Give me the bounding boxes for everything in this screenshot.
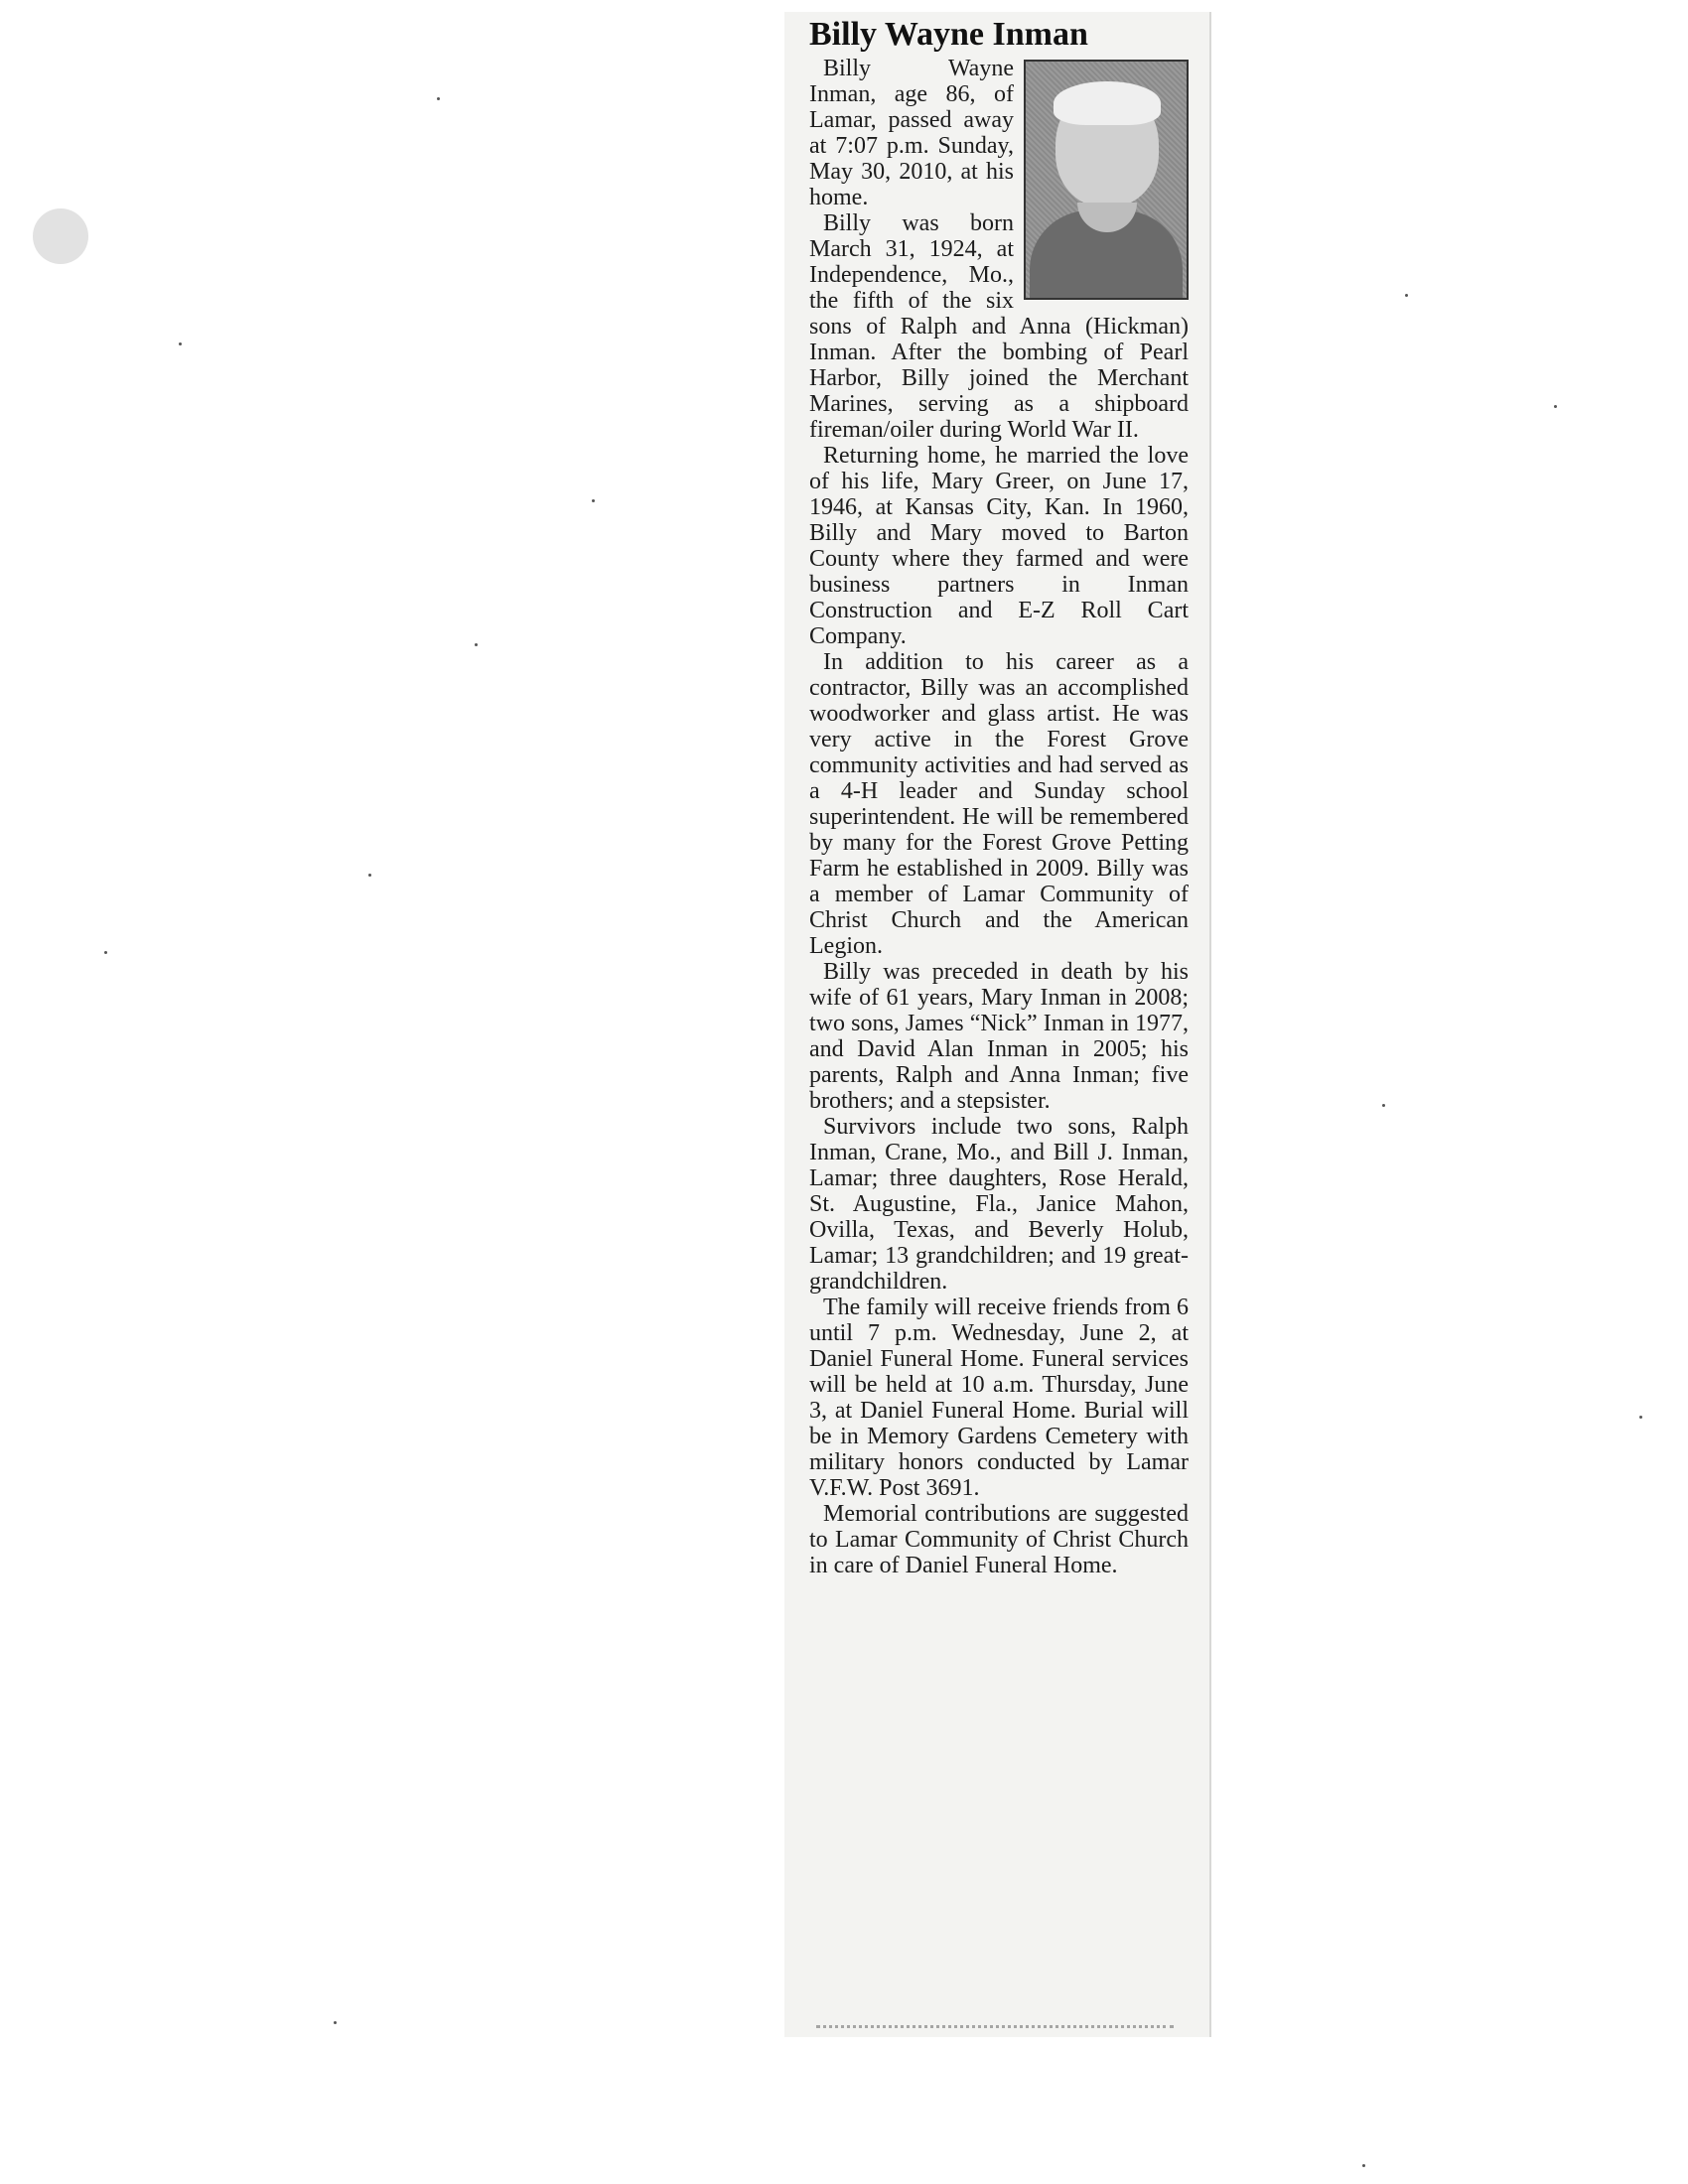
- obituary-body: [809, 56, 1189, 1578]
- obituary-paragraph: Returning home, he married the love of his life, Mary Greer, on June 17, 1946, at Kansas City, Kan. In 1960, Billy and Mary moved to Barton County where they farmed and were business partners in Inman Construction and E-Z Roll Cart Company.: [809, 443, 1189, 649]
- scan-speck: [1362, 2164, 1365, 2167]
- obituary-paragraph-text: Billy Wayne Inman, age 86, of Lamar, passed away at 7:07 p.m. Sunday, May 30, 2010, at his home.: [809, 56, 1014, 210]
- obituary-paragraph: The family will receive friends from 6 until 7 p.m. Wednesday, June 2, at Daniel Funeral Home. Funeral services will be held at 10 a.m. Thursday, June 3, at Daniel Funeral Home. Burial will be in Memory Gardens Cemetery with military honors conducted by Lamar V.F.W. Post 3691.: [809, 1295, 1189, 1501]
- cut-off-text-line: [816, 2025, 1174, 2038]
- scan-speck: [179, 342, 182, 345]
- scan-speck: [1639, 1416, 1642, 1419]
- scan-speck: [437, 97, 440, 100]
- scan-speck: [1382, 1104, 1385, 1107]
- obituary-column: [809, 14, 1189, 1578]
- obituary-paragraph: In addition to his career as a contractor, Billy was an accomplished woodworker and glass artist. He was very active in the Forest Grove community activities and had served as a 4-H leader and Sunday school superintendent. He will be remembered by many for the Forest Grove Petting Farm he established in 2009. Billy was a member of Lamar Community of Christ Church and the American Legion.: [809, 649, 1189, 959]
- obituary-paragraph: Survivors include two sons, Ralph Inman, Crane, Mo., and Bill J. Inman, Lamar; three daughters, Rose Herald, St. Augustine, Fla., Janice Mahon, Ovilla, Texas, and Beverly Holub, Lamar; 13 grandchildren; and 19 great-grandchildren.: [809, 1114, 1189, 1295]
- scan-speck: [368, 874, 371, 877]
- scan-speck: [1554, 405, 1557, 408]
- portrait-photo: [1024, 60, 1189, 300]
- scan-speck: [592, 499, 595, 502]
- obituary-paragraph: Billy was preceded in death by his wife of 61 years, Mary Inman in 2008; two sons, James “Nick” Inman in 1977, and David Alan Inman in 2005; his parents, Ralph and Anna Inman; five brothers; and a stepsister.: [809, 959, 1189, 1114]
- scanner-mark: [33, 208, 88, 264]
- obituary-paragraph: Billy was born March 31, 1924, at Independence, Mo., the fifth of the six sons of Ralph and Anna (Hickman) Inman. After the bombing of Pearl Harbor, Billy joined the Merchant Marines, serving as a shipboard fireman/oiler during World War II.: [809, 210, 1189, 443]
- obituary-headline: Billy Wayne Inman: [809, 16, 1088, 53]
- clipping-edge: [1209, 12, 1211, 2037]
- scan-speck: [334, 2021, 337, 2024]
- obituary-paragraph: Memorial contributions are suggested to Lamar Community of Christ Church in care of Daniel Funeral Home.: [809, 1501, 1189, 1578]
- obituary-paragraph: [809, 56, 1189, 210]
- scan-speck: [475, 643, 478, 646]
- photo-hair-shape: [1054, 81, 1161, 125]
- scan-speck: [1405, 294, 1408, 297]
- scan-speck: [104, 951, 107, 954]
